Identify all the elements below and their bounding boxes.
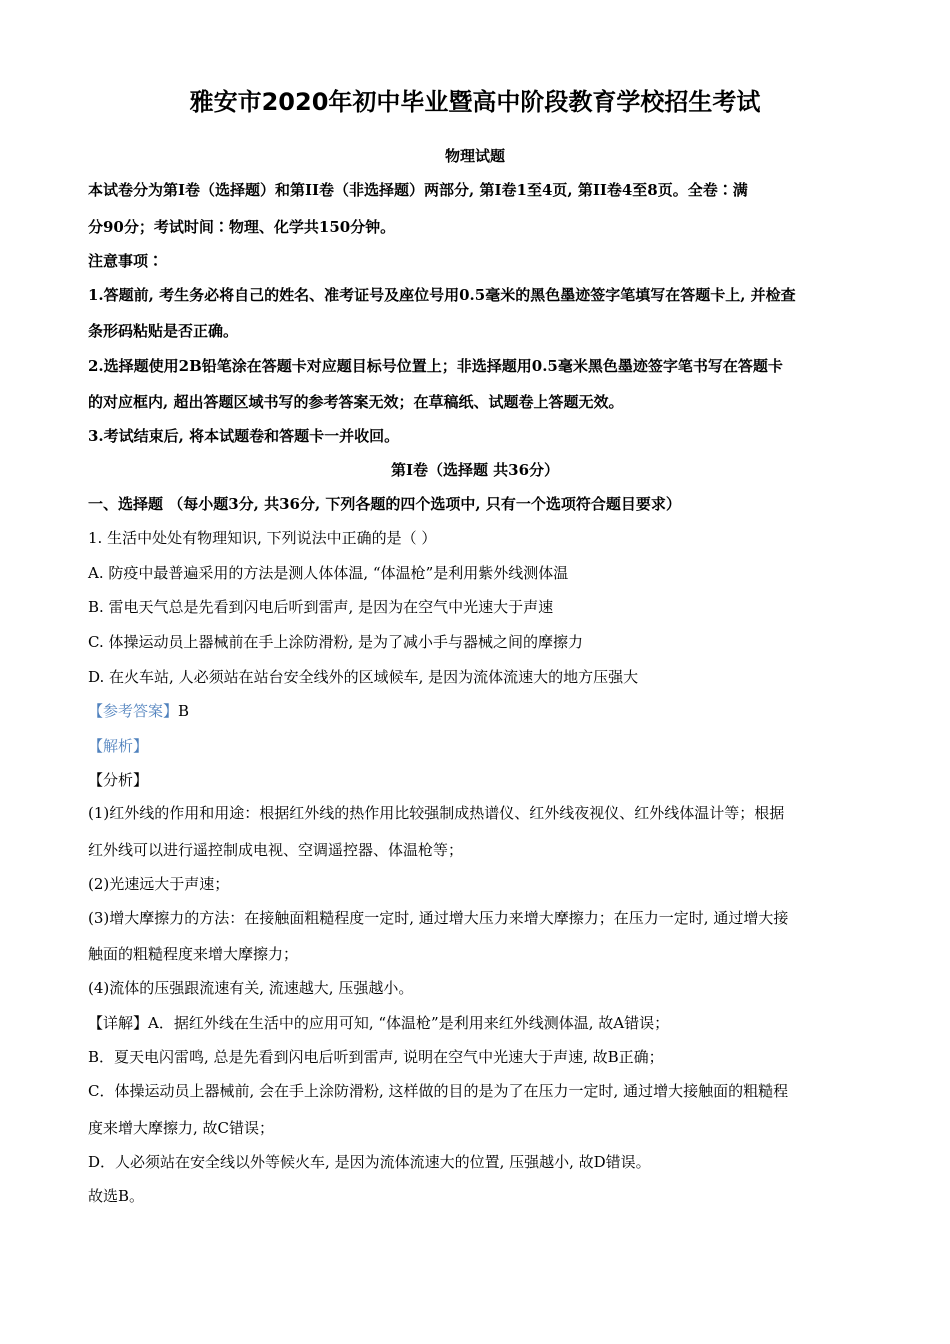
conclusion: 故选B。 <box>88 1187 145 1205</box>
detail-a-line <box>88 1013 878 1033</box>
option-d: D. 在火车站, 人必须站在站台安全线外的区域候车, 是因为流体流速大的地方压强大 <box>88 668 639 686</box>
fenxi-1-line-1: (1)红外线的作用和用途：根据红外线的热作用比较强制成热谱仪、红外线夜视仪、红外线体温计等；根据 <box>88 804 785 822</box>
detail-d: D．人必须站在安全线以外等候火车, 是因为流体流速大的位置, 压强越小, 故D错误。 <box>88 1153 651 1171</box>
detail-c-line-1: C．体操运动员上器械前, 会在手上涂防滑粉, 这样做的目的是为了在压力一定时, 通过增大接触面的粗糙程 <box>88 1082 789 1100</box>
detail-a: A．据红外线在生活中的应用可知, “体温枪”是利用来红外线测体温, 故A错误； <box>148 1014 670 1032</box>
fenxi-3-line-2: 触面的粗糙程度来增大摩擦力； <box>88 945 299 963</box>
option-b: B. 雷电天气总是先看到闪电后听到雷声, 是因为在空气中光速大于声速 <box>88 598 554 616</box>
intro-line-1: 本试卷分为第I卷（选择题）和第II卷（非选择题）两部分, 第I卷1至4页, 第II卷4至8页。全卷∶满 <box>88 181 748 199</box>
detail-b: B．夏天电闪雷鸣, 总是先看到闪电后听到雷声, 说明在空气中光速大于声速, 故B正确； <box>88 1048 664 1066</box>
analysis-label: 【解析】 <box>88 737 149 755</box>
answer-line <box>88 701 878 721</box>
note-3: 3.考试结束后, 将本试题卷和答题卡一并收回。 <box>88 427 400 445</box>
answer-label: 【参考答案】 <box>88 702 179 720</box>
detail-label: 【详解】 <box>88 1014 149 1032</box>
detail-c-line-2: 度来增大摩擦力, 故C错误； <box>88 1119 275 1137</box>
exam-title: 雅安市2020年初中毕业暨高中阶段教育学校招生考试 <box>189 88 761 116</box>
note-1-line-1: 1.答题前, 考生务必将自己的姓名、准考证号及座位号用0.5毫米的黑色墨迹签字笔填写在答题卡上, 并检查 <box>88 286 796 304</box>
note-1-line-2: 条形码粘贴是否正确。 <box>88 322 239 340</box>
fenxi-label: 【分析】 <box>88 771 149 789</box>
option-c: C. 体操运动员上器械前在手上涂防滑粉, 是为了减小手与器械之间的摩擦力 <box>88 633 584 651</box>
subject-title: 物理试题 <box>444 147 505 165</box>
note-2-line-2: 的对应框内, 超出答题区域书写的参考答案无效；在草稿纸、试题卷上答题无效。 <box>88 393 624 411</box>
note-2-line-1: 2.选择题使用2B铅笔涂在答题卡对应题目标号位置上；非选择题用0.5毫米黑色墨迹签字笔书写在答题卡 <box>88 357 783 375</box>
intro-line-2: 分90分；考试时间∶物理、化学共150分钟。 <box>88 218 396 236</box>
fenxi-2: (2)光速远大于声速； <box>88 875 230 893</box>
answer-value: B <box>178 702 190 720</box>
option-a: A. 防疫中最普遍采用的方法是测人体体温, “体温枪”是利用紫外线测体温 <box>88 564 569 582</box>
fenxi-4: (4)流体的压强跟流速有关, 流速越大, 压强越小。 <box>88 979 414 997</box>
part-heading: 一、选择题 （每小题3分, 共36分, 下列各题的四个选项中, 只有一个选项符合题目要求） <box>88 495 681 513</box>
section-heading: 第I卷（选择题 共36分） <box>390 461 560 479</box>
fenxi-1-line-2: 红外线可以进行遥控制成电视、空调遥控器、体温枪等； <box>88 841 464 859</box>
fenxi-3-line-1: (3)增大摩擦力的方法：在接触面粗糙程度一定时, 通过增大压力来增大摩擦力；在压力一定时, 通过增大接 <box>88 909 789 927</box>
notes-heading: 注意事项∶ <box>88 252 164 270</box>
question-stem: 1. 生活中处处有物理知识, 下列说法中正确的是（ ） <box>88 529 437 547</box>
